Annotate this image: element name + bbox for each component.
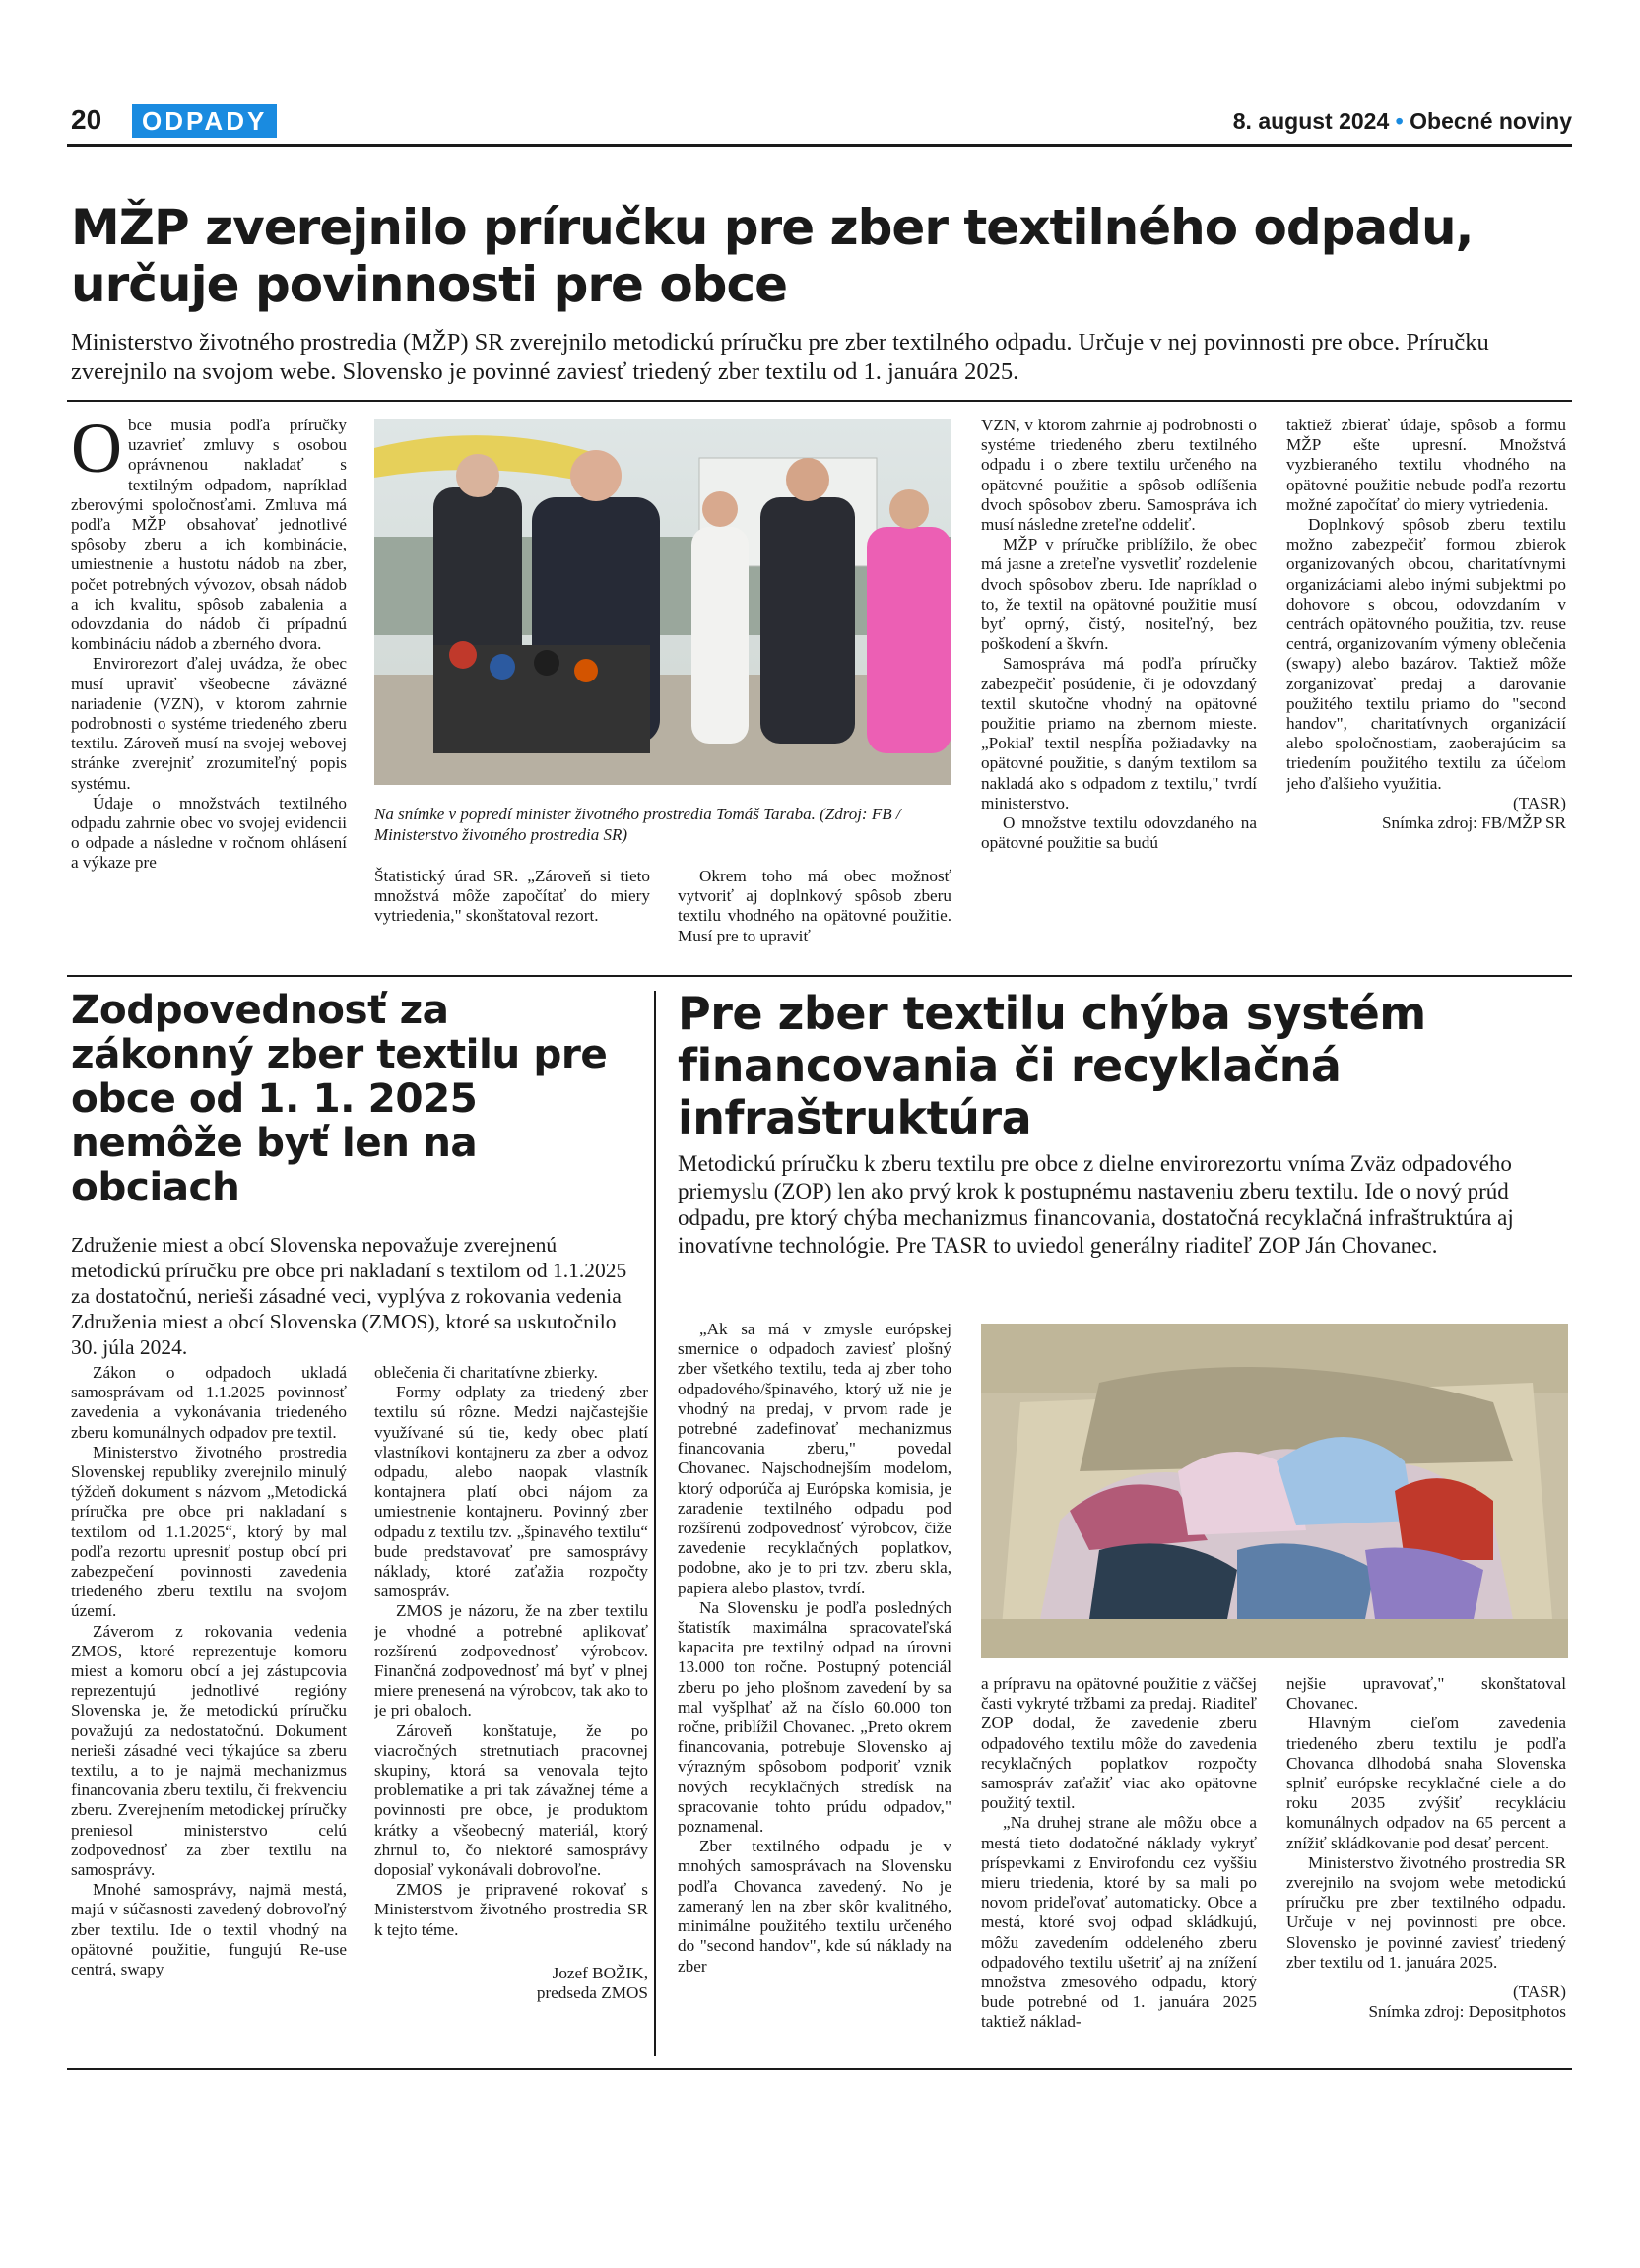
- paragraph: Envirorezort ďalej uvádza, že obec musí upraviť všeobecne záväzné nariadenie (VZN), v ktorom zahrnie podrobnosti o systéme triedeného zberu textilu. Zároveň musí na svojej webovej stránke zverejniť zrozumiteľný popis systému.: [71, 654, 347, 793]
- article3-column-3: [1286, 1674, 1566, 2062]
- article1-press-conference-photo: [374, 419, 951, 785]
- article1-column-5: [1286, 416, 1566, 967]
- article1-column-4: [981, 416, 1257, 967]
- article2-title: Zodpovednosť za zákonný zber textilu pre obce od 1. 1. 2025 nemôže byť len na obciach: [71, 986, 608, 1210]
- article3-source: (TASR): [1512, 1982, 1566, 2002]
- issue-date: 8. august 2024: [1232, 108, 1390, 134]
- footer-rule: [67, 2068, 1572, 2070]
- paragraph: Štatistický úrad SR. „Zároveň si tieto množstvá môže započítať do miery vytriedenia," skonštatoval rezort.: [374, 867, 650, 926]
- article3-textile-container-photo: [981, 1324, 1568, 1658]
- paragraph: „Na druhej strane ale môžu obce a mestá tieto dodatočné náklady vykryť príspevkami z Envirofondu cez vyššiu mieru triedenia, ktoré by sa mali po novom prideľovať automaticky. Obce a mestá, ktoré svoj odpad skládkujú, môžu zavedením oddeleného zberu odpadového textilu ušetriť aj na znížení množstva zmesového odpadu, ktorý bude potrebné od 1. januára 2025 taktiež náklad-: [981, 1813, 1257, 2032]
- paragraph: oblečenia či charitatívne zbierky.: [374, 1363, 598, 1382]
- paragraph: Doplnkový spôsob zberu textilu možno zabezpečiť formou zbierok organizovaných obcou, charitatívnymi organizáciami alebo inými subjektmi po dohovore s obcou, odovzdaním v centrách opätovného použitia, tzv. reuse centrá, organizovaním výmeny oblečenia (swapy) alebo bazárov. Taktiež môže zorganizovať predaj a darovanie použitého textilu priamo do "second handov", charitatívnych organizácií alebo spoločnostiam, zaoberajúcim sa triedením použitého textilu za účelom jeho ďalšieho využitia.: [1286, 515, 1566, 793]
- paragraph: ZMOS je pripravené rokovať s Ministerstvom životného prostredia SR k tejto téme.: [374, 1880, 648, 1939]
- article1-column-1: [71, 416, 347, 967]
- paragraph: MŽP v príručke priblížilo, že obec má jasne a zreteľne vysvetliť rozdelenie dvoch spôsobov zberu. Ide napríklad o to, že textil na opätovné použitie musí byť oprný, čistý, nositeľný, bez poškodení a škvŕn.: [981, 535, 1257, 654]
- paragraph: Údaje o množstvách textilného odpadu zahrnie obec vo svojej evidencii o odpade a následne v ročnom ohlásení a výkaze pre: [71, 793, 347, 873]
- textile-bin-image: [981, 1324, 1568, 1658]
- publication-name: Obecné noviny: [1410, 108, 1572, 134]
- article2-column-1: [71, 1363, 347, 2062]
- paragraph: „Ak sa má v zmysle európskej smernice o odpadoch zaviesť plošný zber všetkého textilu, teda aj zber toho odpadového/špinavého, ktorý už nie je vhodný na predaj, v prvom rade je potrebné zadefinovať mechanizmus financovania zberu," povedal Chovanec. Najschodnejším modelom, ktorý odporúča aj Európska komisia, je zaradenie textilného odpadu pod rozšírenú zodpovednosť výrobcov, čiže zavedenie recyklačných poplatkov, podobne, ako je to pri tzv. zberu skla, papiera alebo plastov, tvrdí.: [678, 1320, 951, 1597]
- paragraph: Formy odplaty za triedený zber textilu sú rôzne. Medzi najčastejšie využívané sú tie, kedy obec platí vlastníkovi kontajneru za zber a odvoz odpadu, alebo naopak vlastník kontajnera platí obci nájom za umiestnenie kontajneru. Povinný zber odpadu z textilu tzv. „špinavého textilu“ bude predstavovať pre samosprávy náklady, ktoré zaťažia rozpočty samospráv.: [374, 1383, 648, 1601]
- article1-photo-caption: Na snímke v popredí minister životného prostredia Tomáš Taraba. (Zdroj: FB / Ministerstvo životného prostredia SR): [374, 805, 901, 844]
- paragraph: Na Slovensku je podľa posledných štatistík maximálna spracovateľská kapacita pre textilný odpad na úrovni 13.000 ton ročne. Postupný potenciál zberu po jeho plošnom zavedení by sa mal vyšplhať až na číslo 60.000 ton ročne, priblížil Chovanec. „Preto okrem financovania, potrebuje Slovensko aj výrazným spôsobom podporiť vznik nových recyklačných stredísk na spracovanie tohto prúdu odpadov," poznamenal.: [678, 1597, 951, 1837]
- article3-lead: Metodickú príručku k zberu textilu pre obce z dielne envirorezortu vníma Zväz odpadového priemyslu (ZOP) len ako prvý krok k postupnému nastaveniu zberu textilu. Ide o nový prúd odpadu, pre ktorý chýba mechanizmus financovania, dostatočná recyklačná infraštruktúra aj inovatívne technológie. Pre TASR to uviedol generálny riaditeľ ZOP Ján Chovanec.: [678, 1151, 1514, 1258]
- article1-column-3: [678, 867, 951, 967]
- paragraph: Záverom z rokovania vedenia ZMOS, ktoré reprezentuje komoru miest a komoru obcí a jej zástupcovia reprezentujú jednotlivé regióny Slovenska je, že metodickú príručku považujú za nedostatočnú. Dokument nerieši zásadné veci týkajúce sa zberu textilu, a to je najmä mechanizmus financovania zberu textilu, či frekvenciu zberu. Zverejnením metodickej príručky preniesol ministerstvo celú zodpovednosť za zber textilu na samosprávy.: [71, 1621, 347, 1880]
- article2-lead: Združenie miest a obcí Slovenska nepovažuje zverejnenú metodickú príručku pre obce pri nakladaní s textilom od 1.1.2025 za dostatočnú, nerieši zásadné veci, vyplýva z rokovania vedenia Združenia miest a obcí Slovenska (ZMOS), ktoré sa uskutočnilo 30. júla 2024.: [71, 1233, 627, 1359]
- article1-lead: Ministerstvo životného prostredia (MŽP) SR zverejnilo metodickú príručku pre zber textilného odpadu. Určuje v nej povinnosti pre obce. Príručku zverejnilo na svojom webe. Slovensko je povinné zaviesť triedený zber textilu od 1. januára 2025.: [71, 329, 1489, 385]
- dateline: [1233, 108, 1572, 135]
- article1-bottom-rule: [67, 975, 1572, 977]
- paragraph: a prípravu na opätovné použitie z väčšej časti vykryté tržbami za predaj. Riaditeľ ZOP dodal, že zavedenie zberu odpadového textilu môže do zavedenia recyklačných poplatkov rozpočty samospráv zaťažiť viac ako opätovne použitý textil.: [981, 1674, 1257, 1813]
- drop-cap: O: [71, 416, 122, 487]
- paragraph: Hlavným cieľom zavedenia triedeného zberu textilu je podľa Chovanca dlhodobá snaha Slovenska splniť európske recyklačné ciele a do roku 2035 zvýšiť recykláciu komunálnych odpadov na 65 percent a znížiť skládkovanie pod desať percent.: [1286, 1714, 1566, 1852]
- column-divider: [654, 991, 656, 2056]
- paragraph: Ministerstvo životného prostredia Slovenskej republiky zverejnilo minulý týždeň dokument s názvom „Metodická príručka pre obce pri nakladaní s textilom od 1.1.2025“, ktorý by mal podľa rezortu upresniť postup obcí pri zabezpečení povinnosti zavedenia triedeného zberu textilu na svojom území.: [71, 1442, 347, 1621]
- paragraph: Ministerstvo životného prostredia SR zverejnilo na svojom webe metodickú príručku pre zber textilného odpadu. Určuje v nej povinnosti pre obce. Slovensko je povinné zaviesť triedený zber textilu od 1. januára 2025.: [1286, 1852, 1566, 1972]
- article3-column-1: [678, 1320, 951, 2062]
- article1-source: (TASR): [1512, 793, 1566, 812]
- paragraph: Zároveň konštatuje, že po viacročných stretnutiach pracovnej skupiny, ktorá sa venovala tejto problematike a pri tak závažnej téme a povinnosti pre obce, je produktom krátky a všeobecný materiál, ktorý zhrnul to, čo niektoré samosprávy doposiaľ vykonávali dobrovoľne.: [374, 1720, 648, 1880]
- page-number: 20: [71, 104, 102, 135]
- signature-name: Jozef BOŽIK,: [552, 1963, 648, 1982]
- paragraph: Okrem toho má obec možnosť vytvoriť aj doplnkový spôsob zberu textilu vhodného na opätovné použitie. Musí pre to upraviť: [678, 867, 951, 945]
- paragraph: O množstve textilu odovzdaného na opätovné použitie sa budú: [981, 813, 1257, 853]
- page-header: [67, 102, 1572, 142]
- article2-column-2: [374, 1363, 648, 2062]
- paragraph: nejšie upravovať," skonštatoval Chovanec.: [1286, 1674, 1566, 1714]
- section-label: ODPADY: [132, 104, 277, 138]
- article1-lead-rule: [67, 400, 1572, 402]
- signature-role: predseda ZMOS: [536, 1983, 648, 2003]
- article1-title: MŽP zverejnilo príručku pre zber textilného odpadu, určuje povinnosti pre obce: [71, 199, 1474, 313]
- paragraph: Samospráva má podľa príručky zabezpečiť posúdenie, či je odovzdaný textil skutočne vhodný na opätovné použitie priamo na zbernom mieste. „Pokiaľ textil nespĺňa požiadavky na opätovné použitie, s daným textilom sa nakladá ako s odpadom z textilu," tvrdí ministerstvo.: [981, 654, 1257, 812]
- article3-title: Pre zber textilu chýba systém financovania či recyklačná infraštruktúra: [678, 987, 1426, 1144]
- paragraph: VZN, v ktorom zahrnie aj podrobnosti o systéme triedeného zberu textilného odpadu i o zbere textilu určeného na opätovné použitie a spôsob odlíšenia dvoch spôsobov zberu. Samospráva ich musí následne zreteľne oddeliť.: [981, 416, 1257, 535]
- article3-photo-credit: Snímka zdroj: Depositphotos: [1368, 2002, 1566, 2022]
- article1-column-2: [374, 867, 650, 967]
- paragraph: Zber textilného odpadu je v mnohých samosprávach na Slovensku podľa Chovanca zavedený. No je zameraný len na zber skôr kvalitného, minimálne použitého textilu určeného do "second handov", kde sú náklady na zber: [678, 1837, 951, 1976]
- paragraph: Mnohé samosprávy, najmä mestá, majú v súčasnosti zavedený dobrovoľný zber textilu. Ide o textil vhodný na opätovné použitie, fungujú Re-use centrá, swapy: [71, 1880, 347, 1979]
- header-rule: [67, 144, 1572, 147]
- paragraph: Zákon o odpadoch ukladá samosprávam od 1.1.2025 povinnosť zavedenia a vykonávania triedeného zberu komunálnych odpadov pre textil.: [71, 1363, 347, 1442]
- article3-column-2: [981, 1674, 1257, 2062]
- press-conference-image: [374, 419, 951, 785]
- paragraph: ZMOS je názoru, že na zber textilu je vhodné a potrebné aplikovať rozšírenú zodpovednosť výrobcov. Finančná zodpovednosť má byť v plnej miere prenesená na výrobcov, tak ako to je pri obaloch.: [374, 1601, 648, 1720]
- paragraph: taktiež zbierať údaje, spôsob a formu MŽP ešte upresní. Množstvá vyzbieraného textilu vhodného na opätovné použitie nebude podľa rezortu možné započítať do miery vytriedenia.: [1286, 416, 1566, 514]
- article1-photo-credit: Snímka zdroj: FB/MŽP SR: [1381, 813, 1566, 833]
- paragraph: Obce musia podľa príručky uzavrieť zmluvy s osobou oprávnenou nakladať s textilným odpadom, napríklad zberovými spoločnosťami. Zmluva má podľa MŽP obsahovať jednotlivé spôsoby zberu a ich kombinácie, umiestnenie a hustotu nádob na zber, počet potrebných vývozov, obsah nádob a ich kvalitu, spôsob zabalenia a odovzdania do nádob či prípadnú kombináciu nádob a zberného dvora.: [71, 416, 347, 654]
- separator-bullet: •: [1395, 108, 1404, 134]
